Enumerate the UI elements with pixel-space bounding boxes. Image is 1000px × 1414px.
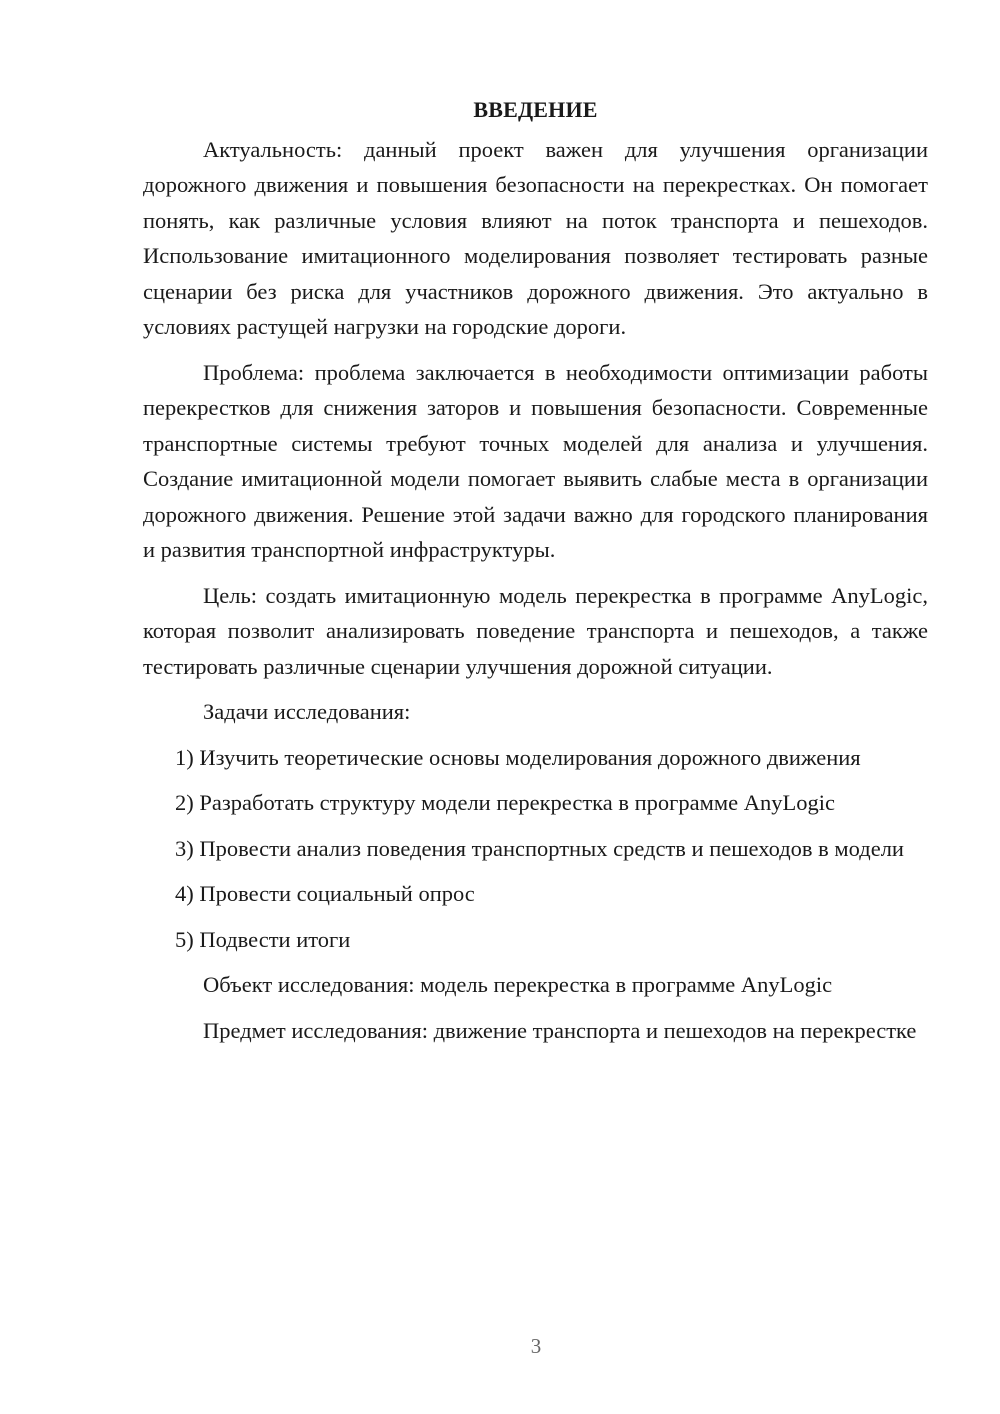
subject-paragraph: Предмет исследования: движение транспорта и пешеходов на перекрестке <box>203 1017 917 1043</box>
tasks-heading: Задачи исследования: <box>203 699 411 724</box>
page-title: ВВЕДЕНИЕ <box>473 97 598 122</box>
object-paragraph: Объект исследования: модель перекрестка в программе AnyLogic <box>203 972 833 997</box>
page-number: 3 <box>530 1334 542 1358</box>
document-page <box>143 92 928 1058</box>
task-item-2: 2) Разработать структуру модели перекрестка в программе AnyLogic <box>175 790 835 815</box>
goal-paragraph: Цель: создать имитационную модель перекрестка в программе AnyLogic, которая позволит анализировать поведение транспорта и пешеходов, а также тестировать различные сценарии улучшения дорожной ситуации. <box>143 582 928 679</box>
task-item-4: 4) Провести социальный опрос <box>175 881 475 906</box>
task-item-3: 3) Провести анализ поведения транспортных средств и пешеходов в модели <box>175 835 904 861</box>
task-item-1: 1) Изучить теоретические основы моделирования дорожного движения <box>175 744 861 770</box>
problem-paragraph: Проблема: проблема заключается в необходимости оптимизации работы перекрестков для снижения заторов и повышения безопасности. Современные транспортные системы требуют точных моделей для анализа и улучшения. Создание имитационной модели помогает выявить слабые места в организации дорожного движения. Решение этой задачи важно для городского планирования и развития транспортной инфраструктуры. <box>143 359 928 562</box>
relevance-paragraph: Актуальность: данный проект важен для улучшения организации дорожного движения и повышения безопасности на перекрестках. Он помогает понять, как различные условия влияют на поток транспорта и пешеходов. Использование имитационного моделирования позволяет тестировать разные сценарии без риска для участников дорожного движения. Это актуально в условиях растущей нагрузки на городские дороги. <box>143 136 928 339</box>
task-item-5: 5) Подвести итоги <box>175 926 351 952</box>
